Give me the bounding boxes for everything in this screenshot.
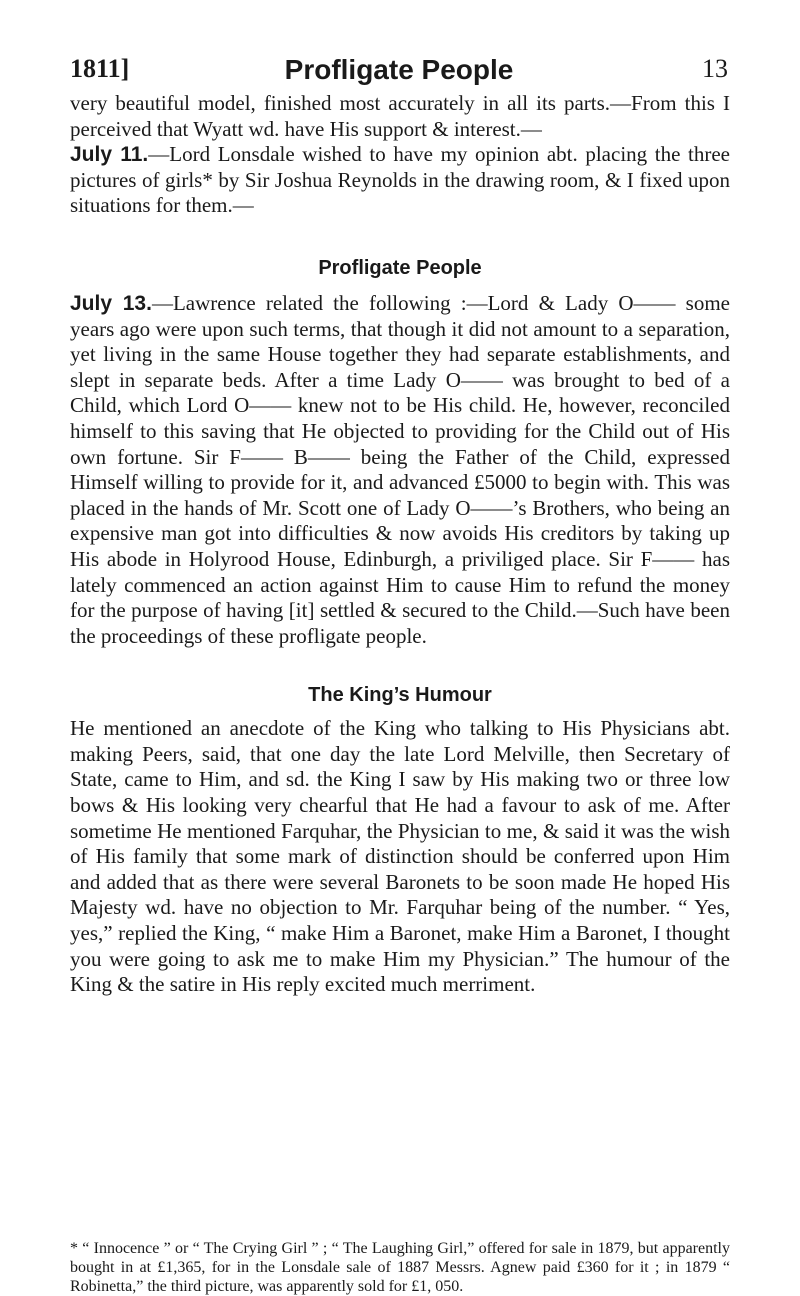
running-head-title: Profligate People bbox=[284, 54, 514, 85]
date-july-13: July 13. bbox=[70, 291, 152, 315]
paragraph-july-11 bbox=[70, 142, 730, 219]
footnote: * “ Innocence ” or “ The Crying Girl ” ; “ The Laughing Girl,” offered for sale in 1879, but apparently bought in at £1,365, for in the Lonsdale sale of 1887 Messrs. Agnew paid £360 for it ; in 1879 “ Robinetta,” the third picture, was apparently sold for £1, 050. bbox=[70, 1240, 730, 1295]
running-head bbox=[70, 54, 728, 90]
section-heading-profligate-people: Profligate People bbox=[318, 256, 482, 279]
date-july-11: July 11. bbox=[70, 143, 149, 167]
page-body bbox=[70, 91, 730, 998]
page-number: 13 bbox=[702, 54, 728, 83]
paragraph-july-13 bbox=[70, 291, 730, 649]
paragraph-continuation: very beautiful model, finished most accurately in all its parts.—From this I perceived that Wyatt wd. have His support & interest.— bbox=[70, 91, 730, 141]
paragraph-july-11-text: —Lord Lonsdale wished to have my opinion abt. placing the three pictures of girls* by Sir Joshua Reynolds in the drawing room, & I fixed upon situations for them.— bbox=[70, 142, 730, 218]
running-head-year: 1811] bbox=[70, 54, 130, 83]
section-heading-kings-humour: The King’s Humour bbox=[308, 684, 492, 707]
paragraph-july-13-text: —Lawrence related the following :—Lord & Lady O—— some years ago were upon such terms, that though it did not amount to a separation, yet living in the same House together they had separate establishments, and slept in separate beds. After a time Lady O—— was brought to bed of a Child, which Lord O—— knew not to be His child. He, however, reconciled himself to this saving that He objected to providing for the Child out of His own fortune. Sir F—— B—— being the Father of the Child, expressed Himself willing to provide for it, and advanced £5000 to begin with. This was placed in the hands of Mr. Scott one of Lady O——’s Brothers, who being an expensive man got into difficulties & now avoids His creditors by taking up His abode in Holyrood House, Edinburgh, a priviliged place. Sir F—— has lately commenced an action against Him to cause Him to refund the money for the purpose of having [it] settled & secured to the Child.—Such have been the proceedings of these profligate people. bbox=[70, 290, 730, 648]
paragraph-kings-humour: He mentioned an anecdote of the King who talking to His Physicians abt. making Peers, said, that one day the late Lord Melville, then Secretary of State, came to Him, and sd. the King I saw by His making two or three low bows & His looking very chearful that He had a favour to ask of me. After sometime He mentioned Farquhar, the Physician to me, & said it was the wish of His family that some mark of distinction should be conferred upon Him and added that as there were several Baronets to be soon made He hoped His Majesty wd. have no objection to Mr. Farquhar being of the number. “ Yes, yes,” replied the King, “ make Him a Baronet, make Him a Baronet, I thought you were going to ask me to make Him my Physician.” The humour of the King & the satire in His reply excited much merriment. bbox=[70, 716, 730, 997]
